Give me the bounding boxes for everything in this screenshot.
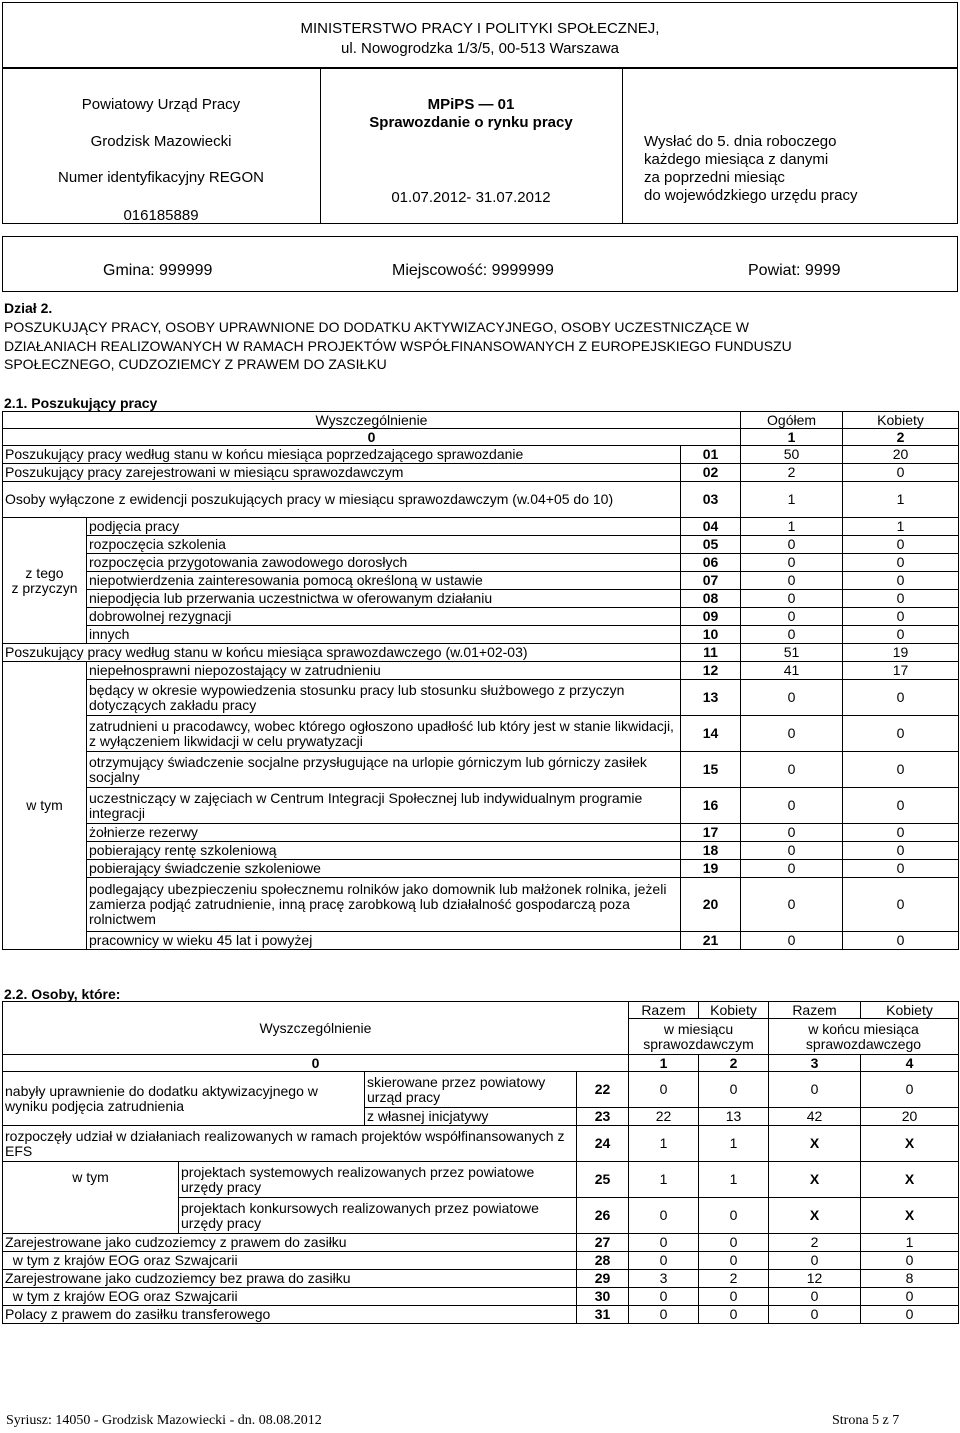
footer-right: Strona 5 z 7 (832, 1413, 900, 1428)
row-v1: 1 (629, 1126, 699, 1162)
row-total: 0 (741, 716, 843, 752)
row-v3: X (769, 1198, 861, 1234)
row-total: 0 (741, 536, 843, 554)
row-nr: 07 (681, 572, 741, 590)
row-total: 0 (741, 572, 843, 590)
table2-title: 2.2. Osoby, które: (4, 986, 121, 1002)
table-row (3, 1252, 959, 1270)
row-v3: 0 (769, 1288, 861, 1306)
row-total: 0 (741, 878, 843, 932)
t1-colnum-0: 0 (3, 429, 741, 446)
row-total: 0 (741, 590, 843, 608)
row-label: rozpoczęcia przygotowania zawodowego dorosłych (87, 554, 681, 572)
row-women: 0 (843, 590, 959, 608)
table-row (3, 590, 959, 608)
row-women: 0 (843, 824, 959, 842)
row-nr: 08 (681, 590, 741, 608)
row-nr: 17 (681, 824, 741, 842)
row-total: 1 (741, 482, 843, 518)
row-women: 0 (843, 680, 959, 716)
section-title: Dział 2. (4, 300, 53, 316)
table-row (3, 518, 959, 536)
row-women: 0 (843, 608, 959, 626)
ministry-line2: ul. Nowogrodzka 1/3/5, 00-513 Warszawa (341, 40, 619, 57)
t2-colnum-3: 3 (769, 1055, 861, 1072)
row-v2: 0 (699, 1252, 769, 1270)
row-v1: 0 (629, 1288, 699, 1306)
table-row (3, 1270, 959, 1288)
row-nr: 26 (577, 1198, 629, 1234)
row-label: w tym z krajów EOG oraz Szwajcarii (3, 1252, 577, 1270)
row-nr: 24 (577, 1126, 629, 1162)
t2-header-spec: Wyszczególnienie (3, 1002, 629, 1055)
form-code: MPiPS — 01 (427, 96, 515, 113)
table-row (3, 716, 959, 752)
row-nr: 09 (681, 608, 741, 626)
form-title: Sprawozdanie o rynku pracy (369, 114, 573, 131)
t2-header-kobiety-month: Kobiety (699, 1002, 769, 1019)
row-v4: 8 (861, 1270, 959, 1288)
row-women: 0 (843, 536, 959, 554)
row-nr: 01 (681, 446, 741, 464)
row-label: w tym z krajów EOG oraz Szwajcarii (3, 1288, 577, 1306)
t2-colnum-0: 0 (3, 1055, 629, 1072)
row-label: zatrudnieni u pracodawcy, wobec którego ogłoszono upadłość lub który jest w stanie likwidacji, z wyłączeniem likwidacji w celu prywatyzacji (87, 716, 681, 752)
table-row (3, 932, 959, 950)
gmina: Gmina: 999999 (103, 262, 213, 279)
table-row (3, 860, 959, 878)
table-row (3, 824, 959, 842)
row-total: 0 (741, 626, 843, 644)
row-v4: X (861, 1126, 959, 1162)
table-row (3, 482, 959, 518)
table-row (3, 464, 959, 482)
row-total: 0 (741, 932, 843, 950)
row-v2: 0 (699, 1234, 769, 1252)
row-v1: 22 (629, 1108, 699, 1126)
row-total: 0 (741, 752, 843, 788)
row-label: otrzymujący świadczenie socjalne przysługujące na urlopie górniczym lub górniczy zasiłek socjalny (87, 752, 681, 788)
row-label: podjęcia pracy (87, 518, 681, 536)
row-v2: 0 (699, 1198, 769, 1234)
t1-colnum-1: 1 (741, 429, 843, 446)
row-v1: 0 (629, 1234, 699, 1252)
table-2-1 (2, 411, 959, 950)
row-v1: 0 (629, 1198, 699, 1234)
row-nr: 20 (681, 878, 741, 932)
office-name: Powiatowy Urząd Pracy (81, 96, 241, 113)
row-label: podlegający ubezpieczeniu społecznemu rolników jako domownik lub małżonek rolnika, jeżeli zamierza podjąć zatrudnienie, inną pracę zarobkową lub działalność gospodarczą poza rolnictwem (87, 878, 681, 932)
send-line2: każdego miesiąca z danymi (644, 151, 829, 168)
t1-header-total: Ogółem (741, 412, 843, 429)
row-total: 51 (741, 644, 843, 662)
row-women: 0 (843, 554, 959, 572)
row-nr: 22 (577, 1072, 629, 1108)
row-total: 0 (741, 554, 843, 572)
table-row (3, 446, 959, 464)
table-row (3, 536, 959, 554)
row-nr: 31 (577, 1306, 629, 1324)
row-v4: 0 (861, 1252, 959, 1270)
table-row (3, 1126, 959, 1162)
t2-colnum-1: 1 (629, 1055, 699, 1072)
report-period: 01.07.2012- 31.07.2012 (391, 189, 551, 206)
row-v3: X (769, 1126, 861, 1162)
t2-colnum-4: 4 (861, 1055, 959, 1072)
table-row (3, 878, 959, 932)
row-nr: 19 (681, 860, 741, 878)
row-nr: 25 (577, 1162, 629, 1198)
row-v1: 3 (629, 1270, 699, 1288)
row-total: 2 (741, 464, 843, 482)
table-row (3, 752, 959, 788)
row-label: będący w okresie wypowiedzenia stosunku pracy lub stosunku służbowego z przyczyn dotyczących zakładu pracy (87, 680, 681, 716)
row-nr: 28 (577, 1252, 629, 1270)
row-nr: 16 (681, 788, 741, 824)
row-label: projektach konkursowych realizowanych przez powiatowe urzędy pracy (179, 1198, 577, 1234)
row-v2: 0 (699, 1072, 769, 1108)
row-v3: X (769, 1162, 861, 1198)
table-2-2 (2, 1001, 959, 1324)
table-row (3, 1288, 959, 1306)
table-row (3, 626, 959, 644)
group-w-tym: w tym (3, 662, 87, 950)
office-city: Grodzisk Mazowiecki (90, 133, 232, 150)
row-v2: 2 (699, 1270, 769, 1288)
row-women: 17 (843, 662, 959, 680)
t2-group-month: w miesiącu sprawozdawczym (629, 1019, 769, 1055)
row-v4: 0 (861, 1306, 959, 1324)
t2-header-kobiety-end: Kobiety (861, 1002, 959, 1019)
row-nr: 14 (681, 716, 741, 752)
row-nr: 12 (681, 662, 741, 680)
row-nr: 21 (681, 932, 741, 950)
row-v4: 0 (861, 1288, 959, 1306)
row-total: 0 (741, 824, 843, 842)
row-label: Zarejestrowane jako cudzoziemcy z prawem do zasiłku (3, 1234, 577, 1252)
row-v2: 0 (699, 1306, 769, 1324)
row-label: Poszukujący pracy zarejestrowani w miesiącu sprawozdawczym (3, 464, 681, 482)
group-z-tego-2: z przyczyn (11, 579, 78, 596)
row-women: 0 (843, 788, 959, 824)
row-label: Poszukujący pracy według stanu w końcu miesiąca poprzedzającego sprawozdanie (3, 446, 681, 464)
t2-colnum-2: 2 (699, 1055, 769, 1072)
row-v2: 1 (699, 1126, 769, 1162)
row-v3: 42 (769, 1108, 861, 1126)
row-label: niepotwierdzenia zainteresowania pomocą określoną w ustawie (87, 572, 681, 590)
section-desc-line3: SPOŁECZNEGO, CUDZOZIEMCY Z PRAWEM DO ZASIŁKU (4, 356, 387, 372)
ministry-line1: MINISTERSTWO PRACY I POLITYKI SPOŁECZNEJ, (300, 20, 660, 37)
row-women: 0 (843, 752, 959, 788)
powiat: Powiat: 9999 (748, 262, 841, 279)
row-label: żołnierze rezerwy (87, 824, 681, 842)
row-women: 0 (843, 572, 959, 590)
row-v4: X (861, 1198, 959, 1234)
row-nr: 11 (681, 644, 741, 662)
row-v2: 1 (699, 1162, 769, 1198)
table-row (3, 608, 959, 626)
row-women: 0 (843, 932, 959, 950)
table-row (3, 572, 959, 590)
header-divider-right (622, 68, 623, 224)
row-women: 19 (843, 644, 959, 662)
send-line3: za poprzedni miesiąc (644, 169, 785, 186)
row-label: Poszukujący pracy według stanu w końcu miesiąca sprawozdawczego (w.01+02-03) (3, 644, 681, 662)
send-line1: Wysłać do 5. dnia roboczego (644, 133, 837, 150)
row-nr: 15 (681, 752, 741, 788)
row-v4: 1 (861, 1234, 959, 1252)
row-total: 0 (741, 860, 843, 878)
t1-header-women: Kobiety (843, 412, 959, 429)
row-v4: 0 (861, 1072, 959, 1108)
row-women: 0 (843, 842, 959, 860)
row-nr: 30 (577, 1288, 629, 1306)
row-nr: 27 (577, 1234, 629, 1252)
t2-group-end: w końcu miesiąca sprawozdawczego (769, 1019, 959, 1055)
section-desc-line1: POSZUKUJĄCY PRACY, OSOBY UPRAWNIONE DO DODATKU AKTYWIZACYJNEGO, OSOBY UCZESTNICZĄCE W (4, 319, 749, 335)
t2-header-razem-month: Razem (629, 1002, 699, 1019)
t1-header-spec: Wyszczególnienie (3, 412, 741, 429)
row-v1: 0 (629, 1072, 699, 1108)
row-nr: 18 (681, 842, 741, 860)
row-women: 0 (843, 878, 959, 932)
table-row (3, 1306, 959, 1324)
table-row (3, 842, 959, 860)
row-nr: 29 (577, 1270, 629, 1288)
row-v1: 0 (629, 1306, 699, 1324)
row-total: 0 (741, 842, 843, 860)
table-row (3, 680, 959, 716)
row-label: dobrowolnej rezygnacji (87, 608, 681, 626)
row-v1: 0 (629, 1252, 699, 1270)
row-label: pobierający świadczenie szkoleniowe (87, 860, 681, 878)
row-nr: 13 (681, 680, 741, 716)
group-z-tego-1: z tego (25, 564, 64, 581)
row-sublabel: z własnej inicjatywy (365, 1108, 577, 1126)
footer-left: Syriusz: 14050 - Grodzisk Mazowiecki - dn. 08.08.2012 (6, 1413, 322, 1428)
table-row (3, 644, 959, 662)
row-v2: 13 (699, 1108, 769, 1126)
table-row (3, 1072, 959, 1108)
row-nr: 23 (577, 1108, 629, 1126)
row-label: pracownicy w wieku 45 lat i powyżej (87, 932, 681, 950)
section-desc-line2: DZIAŁANIACH REALIZOWANYCH W RAMACH PROJEKTÓW WSPÓŁFINANSOWANYCH Z EUROPEJSKIEGO FUNDUSZU (4, 338, 792, 354)
row-total: 1 (741, 518, 843, 536)
row-women: 0 (843, 860, 959, 878)
table-row (3, 662, 959, 680)
row-label: Polacy z prawem do zasiłku transferowego (3, 1306, 577, 1324)
row-total: 0 (741, 788, 843, 824)
t2-header-razem-end: Razem (769, 1002, 861, 1019)
row-nr: 10 (681, 626, 741, 644)
row-v1: 1 (629, 1162, 699, 1198)
row-v3: 0 (769, 1306, 861, 1324)
send-line4: do wojewódzkiego urzędu pracy (644, 187, 858, 204)
row-label: rozpoczęły udział w działaniach realizowanych w ramach projektów współfinansowanych z EFS (3, 1126, 577, 1162)
row-women: 1 (843, 518, 959, 536)
row-v4: 20 (861, 1108, 959, 1126)
miejscowosc: Miejscowość: 9999999 (392, 262, 554, 279)
table1-title: 2.1. Poszukujący pracy (4, 395, 158, 411)
row-nr: 02 (681, 464, 741, 482)
regon-label: Numer identyfikacyjny REGON (58, 169, 264, 186)
row-nr: 04 (681, 518, 741, 536)
row-v3: 0 (769, 1072, 861, 1108)
row-label: niepodjęcia lub przerwania uczestnictwa w oferowanym działaniu (87, 590, 681, 608)
row-nr: 06 (681, 554, 741, 572)
row-label: nabyły uprawnienie do dodatku aktywizacyjnego w wyniku podjęcia zatrudnienia (3, 1072, 365, 1126)
row-label: niepełnosprawni niepozostający w zatrudnieniu (87, 662, 681, 680)
row-label: Osoby wyłączone z ewidencji poszukujących pracy w miesiącu sprawozdawczym (w.04+05 do 10) (3, 482, 681, 518)
group-w-tym: w tym (3, 1162, 179, 1234)
row-v3: 0 (769, 1252, 861, 1270)
row-women: 0 (843, 626, 959, 644)
t1-colnum-2: 2 (843, 429, 959, 446)
regon-value: 016185889 (123, 207, 199, 224)
table-row (3, 788, 959, 824)
row-total: 41 (741, 662, 843, 680)
row-nr: 05 (681, 536, 741, 554)
table-row (3, 1162, 959, 1198)
group-z-tego (3, 518, 87, 644)
row-nr: 03 (681, 482, 741, 518)
table-row (3, 1234, 959, 1252)
row-total: 0 (741, 608, 843, 626)
row-women: 0 (843, 716, 959, 752)
row-total: 0 (741, 680, 843, 716)
row-v3: 12 (769, 1270, 861, 1288)
row-label: rozpoczęcia szkolenia (87, 536, 681, 554)
row-label: innych (87, 626, 681, 644)
row-women: 1 (843, 482, 959, 518)
row-v2: 0 (699, 1288, 769, 1306)
row-label: uczestniczący w zajęciach w Centrum Integracji Społecznej lub indywidualnym programie integracji (87, 788, 681, 824)
row-label: projektach systemowych realizowanych przez powiatowe urzędy pracy (179, 1162, 577, 1198)
row-sublabel: skierowane przez powiatowy urząd pracy (365, 1072, 577, 1108)
row-women: 0 (843, 464, 959, 482)
row-total: 50 (741, 446, 843, 464)
row-v3: 2 (769, 1234, 861, 1252)
row-label: pobierający rentę szkoleniową (87, 842, 681, 860)
table-row (3, 554, 959, 572)
row-label: Zarejestrowane jako cudzoziemcy bez prawa do zasiłku (3, 1270, 577, 1288)
row-v4: X (861, 1162, 959, 1198)
row-women: 20 (843, 446, 959, 464)
